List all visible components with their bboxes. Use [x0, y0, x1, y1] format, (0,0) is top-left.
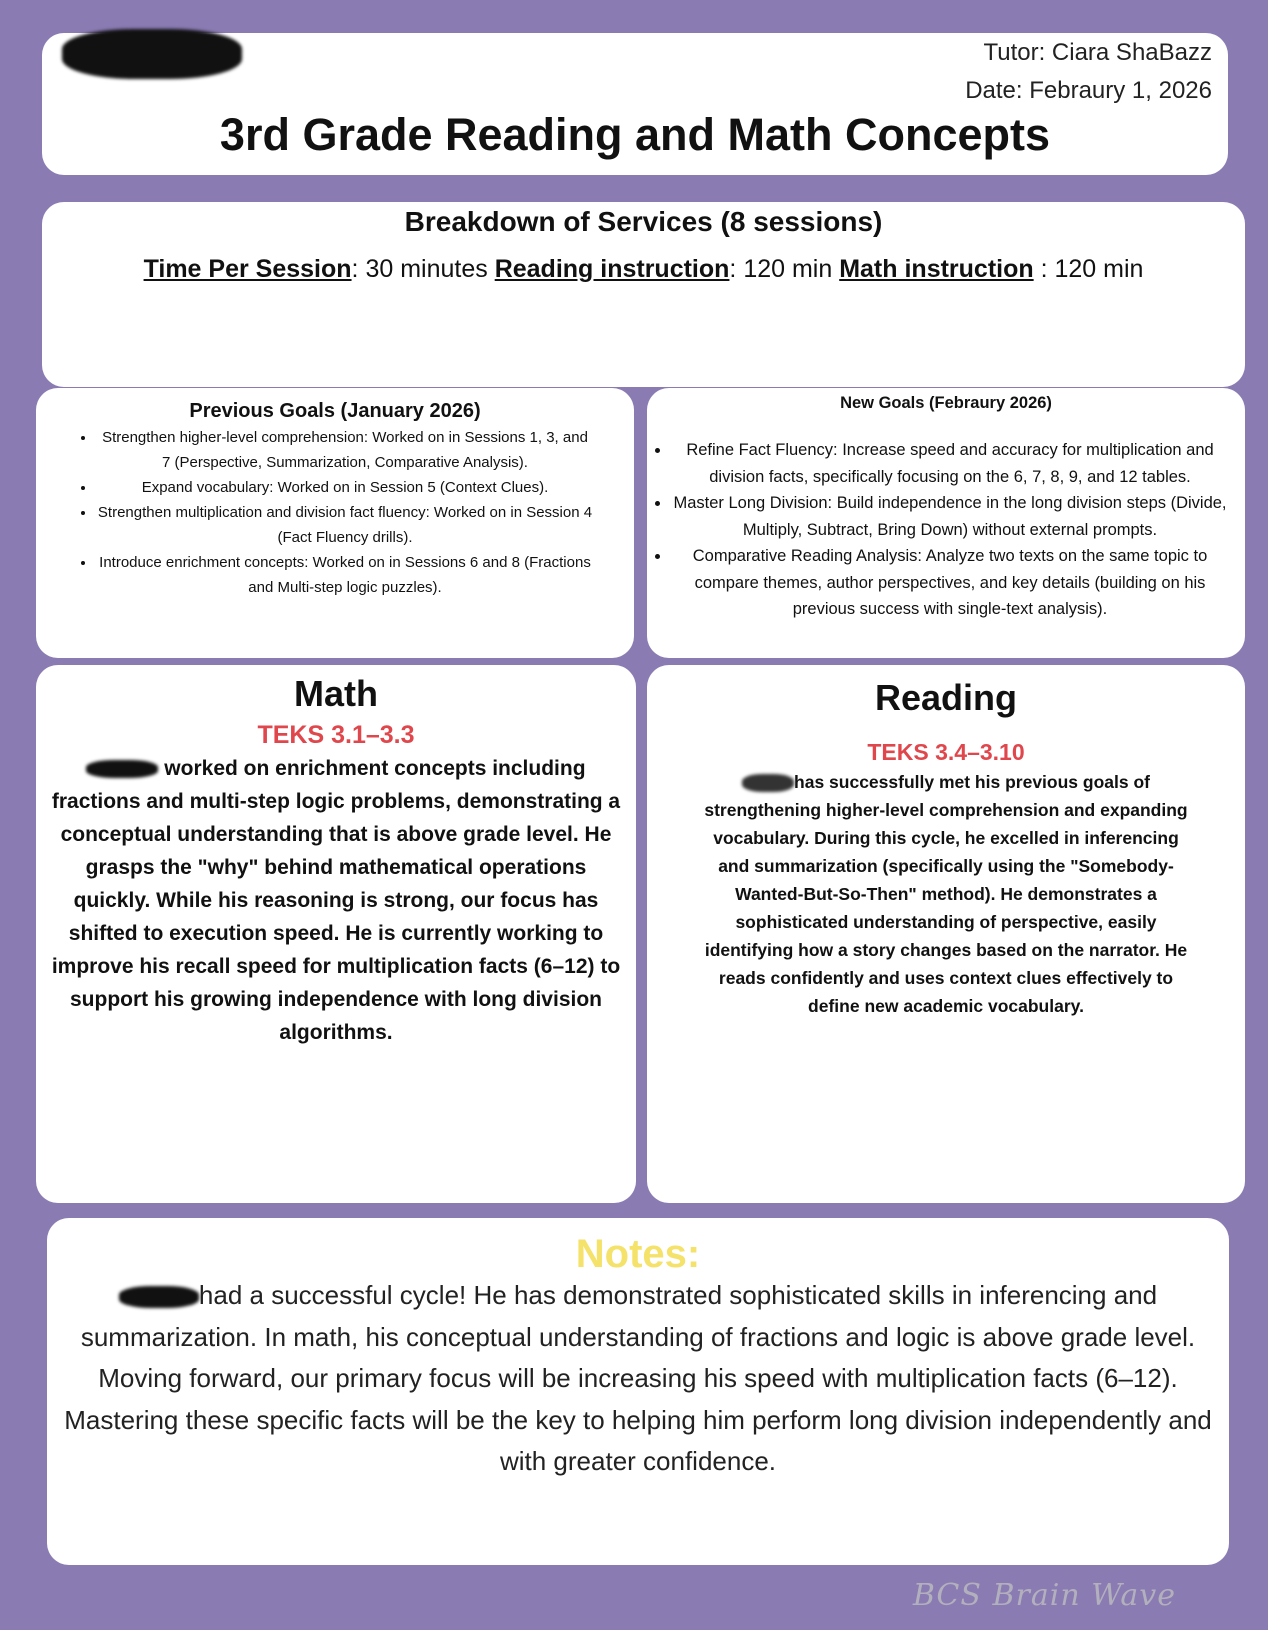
- notes-card: [47, 1218, 1229, 1565]
- math-value: : 120 min: [1033, 255, 1144, 283]
- list-item: • Refine Fact Fluency: Increase speed and accuracy for multiplication and division facts, specifically focusing on the 6, 7, 8, 9, and 12 tables.: [671, 437, 1229, 490]
- new-goals-card: [647, 388, 1245, 658]
- redacted-name: [86, 760, 158, 778]
- reading-label: Reading instruction: [494, 255, 730, 283]
- report-date: Date: Febraury 1, 2026: [965, 77, 1212, 104]
- tutor-name: Tutor: Ciara ShaBazz: [983, 39, 1212, 66]
- reading-summary: [647, 768, 1245, 1020]
- time-value: : 30 minutes: [351, 255, 495, 283]
- notes-text: [47, 1275, 1229, 1483]
- previous-goals-card: [36, 388, 634, 658]
- redacted-name: [119, 1286, 199, 1308]
- header-card: [42, 33, 1228, 175]
- redacted-name: [742, 774, 794, 792]
- reading-card: [647, 665, 1245, 1203]
- math-label: Math instruction: [839, 255, 1034, 283]
- redacted-logo: [62, 29, 242, 79]
- math-teks: TEKS 3.1–3.3: [257, 721, 415, 749]
- previous-goals-list: [36, 425, 634, 600]
- notes-title: Notes:: [575, 1232, 701, 1276]
- math-title: Math: [294, 673, 378, 714]
- list-item: • Expand vocabulary: Worked on in Session 5 (Context Clues).: [96, 475, 594, 500]
- math-summary: [36, 752, 636, 1049]
- math-summary-text: worked on enrichment concepts including fractions and multi-step logic problems, demonstrating a conceptual understanding that is above grade level. He grasps the "why" behind mathematical operations quickly. While his reasoning is strong, our focus has shifted to execution speed. He is currently working to improve his recall speed for multiplication facts (6–12) to support his growing independence with long division algorithms.: [51, 757, 621, 1044]
- reading-title: Reading: [874, 677, 1017, 718]
- previous-goals-title: Previous Goals (January 2026): [189, 400, 481, 422]
- list-item: • Introduce enrichment concepts: Worked on in Sessions 6 and 8 (Fractions and Multi-step logic puzzles).: [96, 550, 594, 600]
- reading-teks: TEKS 3.4–3.10: [867, 739, 1025, 765]
- reading-value: : 120 min: [729, 255, 840, 283]
- list-item: • Comparative Reading Analysis: Analyze two texts on the same topic to compare themes, author perspectives, and key details (building on his previous success with single-text analysis).: [671, 543, 1229, 623]
- list-item: • Master Long Division: Build independence in the long division steps (Divide, Multiply, Subtract, Bring Down) without external prompts.: [671, 490, 1229, 543]
- list-item: • Strengthen higher-level comprehension: Worked on in Sessions 1, 3, and 7 (Perspective, Summarization, Comparative Analysis).: [96, 425, 594, 475]
- services-details: [102, 248, 1185, 290]
- math-card: [36, 665, 636, 1203]
- new-goals-title: New Goals (Febraury 2026): [840, 394, 1052, 412]
- services-title: Breakdown of Services (8 sessions): [404, 206, 883, 237]
- page-title: 3rd Grade Reading and Math Concepts: [219, 109, 1051, 160]
- list-item: • Strengthen multiplication and division fact fluency: Worked on in Session 4 (Fact Fluency drills).: [96, 500, 594, 550]
- services-card: [42, 202, 1245, 387]
- notes-body-text: had a successful cycle! He has demonstrated sophisticated skills in inferencing and summarization. In math, his conceptual understanding of fractions and logic is above grade level. Moving forward, our primary focus will be increasing his speed with multiplication facts (6–12). Mastering these specific facts will be the key to helping him perform long division independently and with greater confidence.: [64, 1280, 1212, 1476]
- watermark-logo: BCS Brain Wave: [912, 1578, 1176, 1613]
- time-label: Time Per Session: [143, 255, 352, 283]
- new-goals-list: [647, 437, 1245, 623]
- reading-summary-text: has successfully met his previous goals of strengthening higher-level comprehension and expanding vocabulary. During this cycle, he excelled in inferencing and summarization (specifically using the "Somebody-Wanted-But-So-Then" method). He demonstrates a sophisticated understanding of perspective, easily identifying how a story changes based on the narrator. He reads confidently and uses context clues effectively to define new academic vocabulary.: [704, 772, 1188, 1016]
